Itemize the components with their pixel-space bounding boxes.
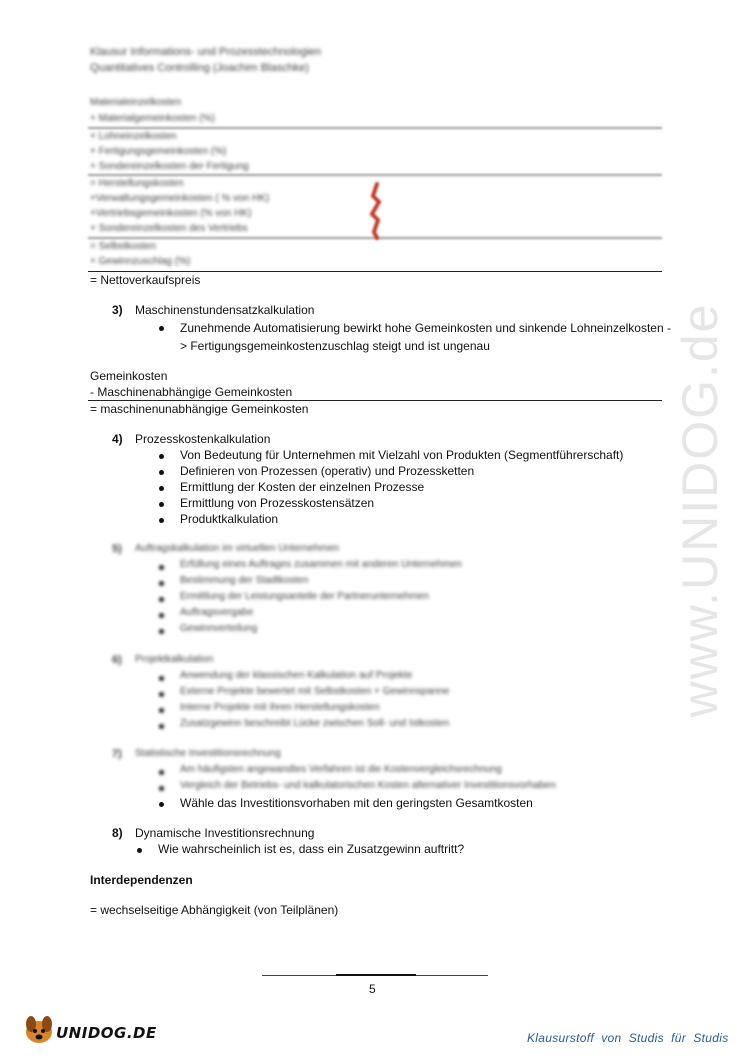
bullet-icon: [159, 518, 164, 523]
section-title: Dynamische Investitionsrechnung: [135, 826, 315, 840]
list-item: Zunehmende Automatisierung bewirkt hohe Gemeinkosten und sinkende Lohneinzelkosten -: [180, 321, 671, 335]
list-item: Am häufigsten angewandtes Verfahren ist die Kostenvergleichsrechnung: [180, 764, 502, 775]
interdependenzen-text: = wechselseitige Abhängigkeit (von Teilplänen): [90, 903, 339, 917]
bullet-icon: [159, 597, 164, 602]
divider: [88, 400, 662, 401]
section-title: Maschinenstundensatzkalkulation: [135, 303, 315, 317]
bullet-icon: [159, 502, 164, 507]
page-number: 5: [369, 982, 376, 996]
section-number: 8): [112, 826, 123, 840]
list-item: Definieren von Prozessen (operativ) und Prozessketten: [180, 464, 475, 478]
bullet-icon: [159, 786, 164, 791]
list-item: Zusatzgewinn beschreibt Lücke zwischen Soll- und Istkosten: [180, 718, 450, 729]
calc-row: = Selbstkosten: [90, 241, 156, 252]
interdependenzen-heading: Interdependenzen: [90, 873, 193, 887]
section-number: 3): [112, 303, 123, 317]
section-title: Auftragskalkulation im virtuellen Unternehmen: [135, 543, 339, 554]
list-item: Interne Projekte mit ihren Herstellungskosten: [180, 702, 380, 713]
list-item: Wie wahrscheinlich ist es, dass ein Zusatzgewinn auftritt?: [158, 842, 465, 856]
calc-row: + Gewinnzuschlag (%): [90, 256, 191, 267]
bullet-icon: [159, 692, 164, 697]
section-number: 6): [112, 654, 122, 666]
section-number: 7): [112, 748, 122, 760]
section-title: Statistische Investitionsrechnung: [135, 748, 281, 759]
section-number: 4): [112, 432, 123, 446]
bullet-icon: [137, 848, 142, 853]
watermark-text: www.UNIDOG.de: [672, 302, 728, 718]
list-item: Vergleich der Betriebs- und kalkulatorischen Kosten alternativer Investitionsvorhaben: [180, 780, 556, 791]
bullet-icon: [159, 565, 164, 570]
section-title: Prozesskostenkalkulation: [135, 432, 271, 446]
logo-text: UNIDOG.DE: [56, 1024, 157, 1042]
list-item: Anwendung der klassischen Kalkulation auf Projekte: [180, 670, 413, 681]
calc-row: +Verwaltungsgemeinkosten ( % von HK): [90, 193, 270, 204]
list-item: Von Bedeutung für Unternehmen mit Vielzahl von Produkten (Segmentführerschaft): [180, 448, 624, 462]
list-item: Wähle das Investitionsvorhaben mit den geringsten Gesamtkosten: [180, 796, 533, 810]
calc-row: + Fertigungsgemeinkosten (%): [90, 146, 227, 157]
list-item-continuation: > Fertigungsgemeinkostenzuschlag steigt und ist ungenau: [180, 339, 490, 353]
bullet-icon: [159, 708, 164, 713]
dog-icon: [22, 1012, 56, 1046]
bullet-icon: [159, 802, 164, 807]
list-item: Ermittlung der Leistungsanteile der Partnerunternehmen: [180, 591, 430, 602]
divider: [88, 127, 662, 129]
bullet-icon: [159, 470, 164, 475]
unidog-logo: [22, 1012, 157, 1048]
calc-row: + Lohneinzelkosten: [90, 131, 177, 142]
calc-row: + Sondereinzelkosten des Vertriebs: [90, 223, 248, 234]
calc-row: + Sondereinzelkosten der Fertigung: [90, 161, 249, 172]
bullet-icon: [159, 454, 164, 459]
list-item: Auftragsvergabe: [180, 607, 254, 618]
bullet-icon: [159, 629, 164, 634]
bullet-icon: [159, 326, 164, 331]
bullet-icon: [159, 486, 164, 491]
bullet-icon: [159, 581, 164, 586]
bullet-icon: [159, 724, 164, 729]
bullet-icon: [159, 613, 164, 618]
list-item: Erfüllung eines Auftrages zusammen mit anderen Unternehmen: [180, 559, 462, 570]
calc-row: +Vertriebsgemeinkosten (% von HK): [90, 208, 252, 219]
section-title: Projektkalkulation: [135, 654, 214, 665]
divider: [88, 271, 662, 272]
gemeinkosten-line: - Maschinenabhängige Gemeinkosten: [90, 385, 293, 399]
divider: [88, 174, 662, 176]
gemeinkosten-result: = maschinenunabhängige Gemeinkosten: [90, 402, 309, 416]
header-line-1: Klausur Informations- und Prozesstechnologien: [90, 46, 322, 58]
list-item: Gewinnverteilung: [180, 623, 258, 634]
gemeinkosten-line: Gemeinkosten: [90, 369, 168, 383]
list-item: Bestimmung der Stadtkosten: [180, 575, 309, 586]
footer-rule-bold: [336, 974, 416, 976]
list-item: Ermittlung der Kosten der einzelnen Prozesse: [180, 480, 425, 494]
watermark: [650, 270, 750, 750]
footer-tagline: Klausurstoff von Studis für Studis: [527, 1031, 729, 1045]
calc-row: + Materialgemeinkosten (%): [90, 113, 215, 124]
section-number: 5): [112, 543, 122, 555]
list-item: Ermittlung von Prozesskostensätzen: [180, 496, 375, 510]
calc-result: = Nettoverkaufspreis: [90, 273, 201, 287]
bullet-icon: [159, 676, 164, 681]
bullet-icon: [159, 770, 164, 775]
list-item: Externe Projekte bewertet mit Selbstkosten + Gewinnspanne: [180, 686, 450, 697]
red-handwriting-mark: [366, 182, 388, 240]
calc-row: = Herstellungskosten: [90, 178, 184, 189]
header-line-2: Quantitatives Controlling (Joachim Blaschke): [90, 62, 309, 74]
calc-row: Materialeinzelkosten: [90, 97, 182, 108]
list-item: Produktkalkulation: [180, 512, 279, 526]
